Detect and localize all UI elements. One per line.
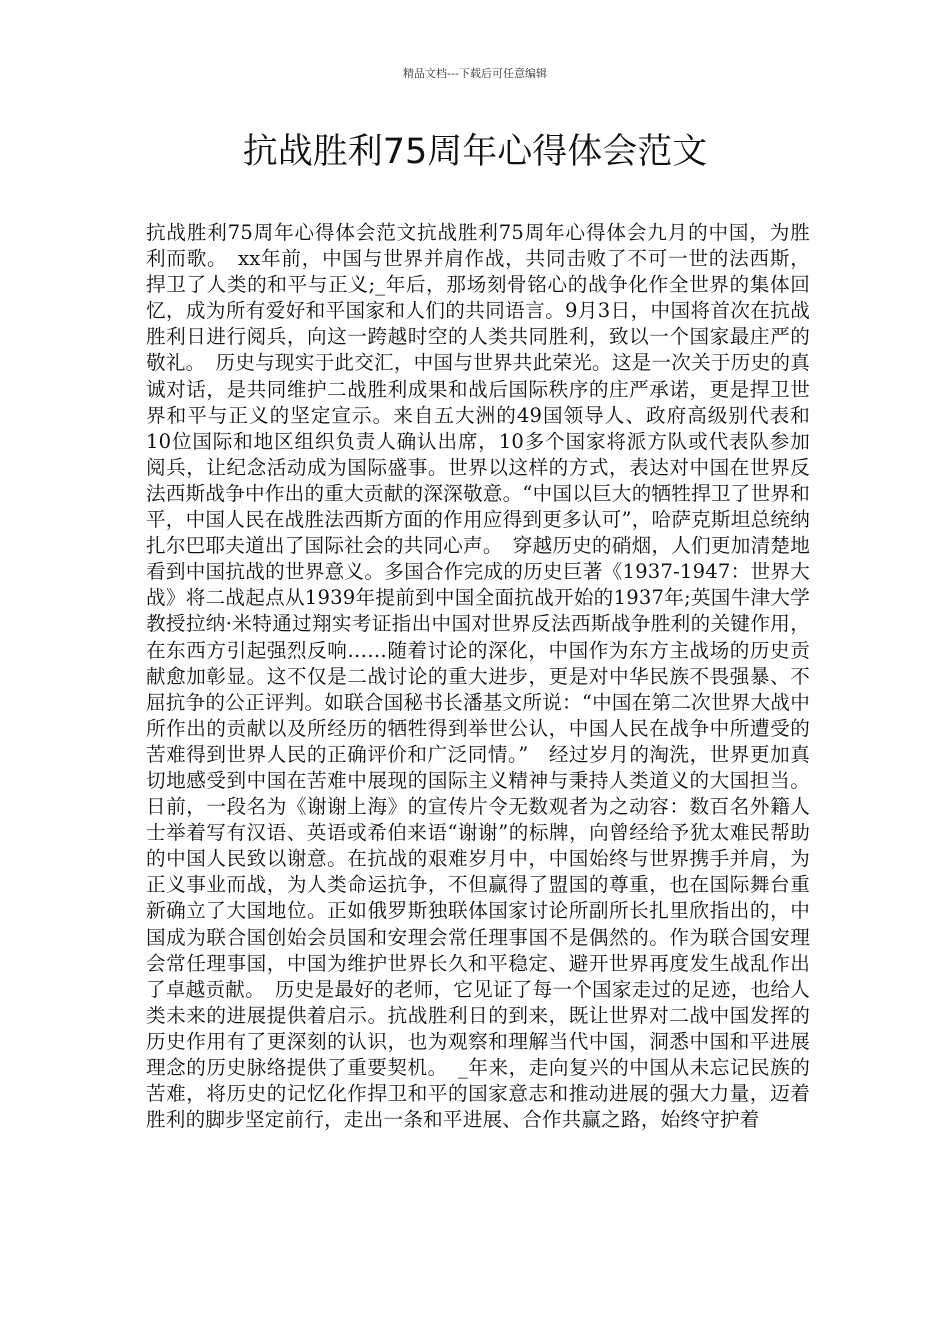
document-title: 抗战胜利75周年心得体会范文 [242,132,708,172]
document-body [146,220,810,1133]
body-paragraph: 抗战胜利75周年心得体会范文抗战胜利75周年心得体会九月的中国，为胜利而歌。 xx年前，中国与世界并肩作战，共同击败了不可一世的法西斯，捍卫了人类的和平与正义;_年后，那场刻骨铭心的战争化作全世界的集体回忆，成为所有爱好和平国家和人们的共同语言。9月3日，中国将首次在抗战胜利日进行阅兵，向这一跨越时空的人类共同胜利，致以一个国家最庄严的敬礼。 历史与现实于此交汇，中国与世界共此荣光。这是一次关于历史的真诚对话，是共同维护二战胜利成果和战后国际秩序的庄严承诺，更是捍卫世界和平与正义的坚定宣示。来自五大洲的49国领导人、政府高级别代表和10位国际和地区组织负责人确认出席，10多个国家将派方队或代表队参加阅兵，让纪念活动成为国际盛事。世界以这样的方式，表达对中国在世界反法西斯战争中作出的重大贡献的深深敬意。“中国以巨大的牺牲捍卫了世界和平，中国人民在战胜法西斯方面的作用应得到更多认可”，哈萨克斯坦总统纳扎尔巴耶夫道出了国际社会的共同心声。 穿越历史的硝烟，人们更加清楚地看到中国抗战的世界意义。多国合作完成的历史巨著《1937-1947：世界大战》将二战起点从1939年提前到中国全面抗战开始的1937年;英国牛津大学教授拉纳·米特通过翔实考证指出中国对世界反法西斯战争胜利的关键作用，在东西方引起强烈反响……随着讨论的深化，中国作为东方主战场的历史贡献愈加彰显。这不仅是二战讨论的重大进步，更是对中华民族不畏强暴、不屈抗争的公正评判。如联合国秘书长潘基文所说：“中国在第二次世界大战中所作出的贡献以及所经历的牺牲得到举世公认，中国人民在战争中所遭受的苦难得到世界人民的正确评价和广泛同情。” 经过岁月的淘洗，世界更加真切地感受到中国在苦难中展现的国际主义精神与秉持人类道义的大国担当。日前，一段名为《谢谢上海》的宣传片令无数观者为之动容：数百名外籍人士举着写有汉语、英语或希伯来语“谢谢”的标牌，向曾经给予犹太难民帮助的中国人民致以谢意。在抗战的艰难岁月中，中国始终与世界携手并肩，为正义事业而战，为人类命运抗争，不但赢得了盟国的尊重，也在国际舞台重新确立了大国地位。正如俄罗斯独联体国家讨论所副所长扎里欣指出的，中国成为联合国创始会员国和安理会常任理事国不是偶然的。作为联合国安理会常任理事国，中国为维护世界长久和平稳定、避开世界再度发生战乱作出了卓越贡献。 历史是最好的老师，它见证了每一个国家走过的足迹，也给人类未来的进展提供着启示。抗战胜利日的到来，既让世界对二战中国发挥的历史作用有了更深刻的认识，也为观察和理解当代中国，洞悉中国和平进展理念的历史脉络提供了重要契机。 _年来，走向复兴的中国从未忘记民族的苦难，将历史的记忆化作捍卫和平的国家意志和推动进展的强大力量，迈着胜利的脚步坚定前行，走出一条和平进展、合作共赢之路，始终守护着 [146,221,810,1132]
header-note: 精品文档---下载后可任意编辑 [403,67,547,80]
